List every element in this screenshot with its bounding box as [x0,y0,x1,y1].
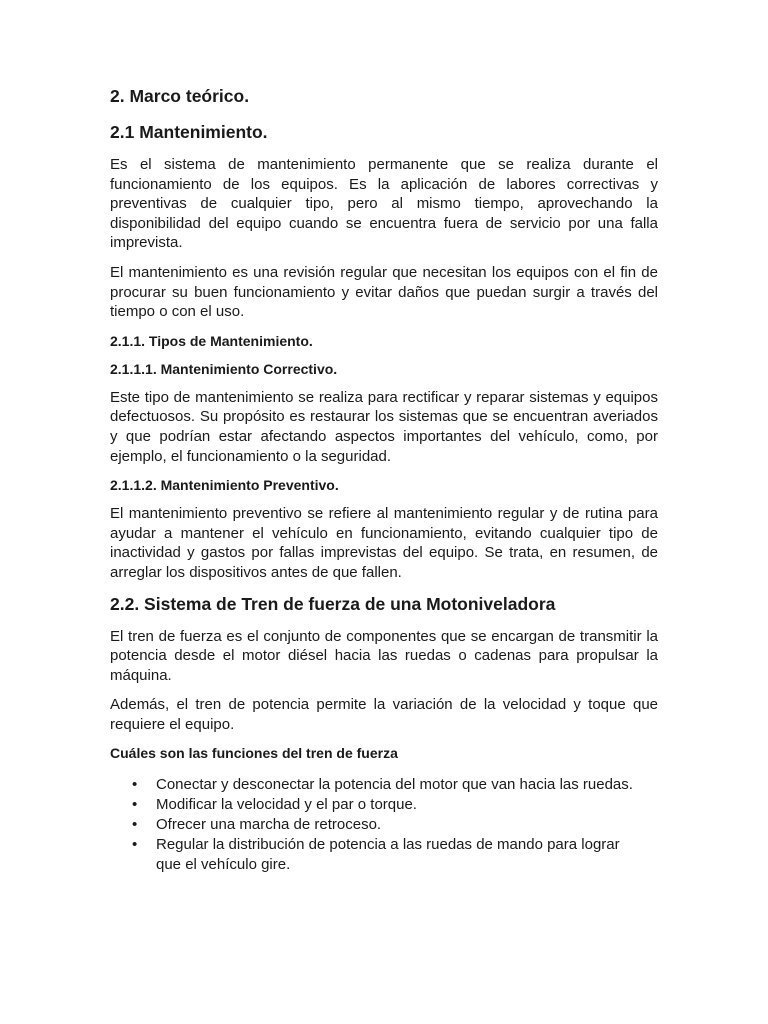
paragraph-corrective: Este tipo de mantenimiento se realiza para rectificar y reparar sistemas y equipos defectuosos. Su propósito es restaurar los sistemas que se encuentran averiados y que podrían estar afectando aspectos importantes del vehículo, como, por ejemplo, el funcionamiento o la seguridad. [110,388,658,465]
section-heading-2-1-1-2: 2.1.1.2. Mantenimiento Preventivo. [110,477,339,494]
bullet-icon: • [132,836,138,854]
paragraph-2-2-variation: Además, el tren de potencia permite la variación de la velocidad y toque que requiere el equipo. [110,696,658,733]
paragraph-2-1-revision: El mantenimiento es una revisión regular que necesitan los equipos con el fin de procurar su buen funcionamiento y evitar daños que puedan surgir a través del tiempo o con el uso. [110,263,658,321]
section-heading-2-1: 2.1 Mantenimiento. [110,122,268,142]
functions-list [110,775,658,875]
section-heading-2-1-1: 2.1.1. Tipos de Mantenimiento. [110,332,313,349]
bullet-icon: • [132,816,138,834]
list-item [132,775,658,795]
paragraph-preventive: El mantenimiento preventivo se refiere al mantenimiento regular y de rutina para ayudar a mantener el vehículo en funcionamiento, evitando cualquier tipo de inactividad y gastos por fallas imprevistas del equipo. Se trata, en resumen, de arreglar los dispositivos antes de que fallen. [110,505,658,581]
paragraph-2-1-definition: Es el sistema de mantenimiento permanente que se realiza durante el funcionamiento de los equipos. Es la aplicación de labores correctivas y preventivas de cualquier tipo, pero al mismo tiempo, aprovechando la disponibilidad del equipo cuando se encuentra fuera de servicio por una falla imprevista. [110,156,658,252]
section-heading-2-2: 2.2. Sistema de Tren de fuerza de una Motoniveladora [110,593,556,614]
list-item [132,835,658,875]
bullet-icon: • [132,796,138,814]
list-item [132,795,658,815]
list-item-text: Conectar y desconectar la potencia del motor que van hacia las ruedas. [156,776,633,794]
list-item-text: Modificar la velocidad y el par o torque. [156,796,417,814]
chapter-heading: 2. Marco teórico. [110,86,250,106]
list-item-text: Ofrecer una marcha de retroceso. [156,816,382,834]
bullet-icon: • [132,776,138,794]
list-item [132,815,658,835]
list-item-text: Regular la distribución de potencia a las ruedas de mando para lograr que el vehículo gire. [156,836,620,874]
section-heading-2-1-1-1: 2.1.1.1. Mantenimiento Correctivo. [110,360,338,377]
functions-heading: Cuáles son las funciones del tren de fuerza [110,745,398,762]
paragraph-2-2-definition: El tren de fuerza es el conjunto de componentes que se encargan de transmitir la potencia desde el motor diésel hacia las ruedas o cadenas para propulsar la máquina. [110,627,658,684]
